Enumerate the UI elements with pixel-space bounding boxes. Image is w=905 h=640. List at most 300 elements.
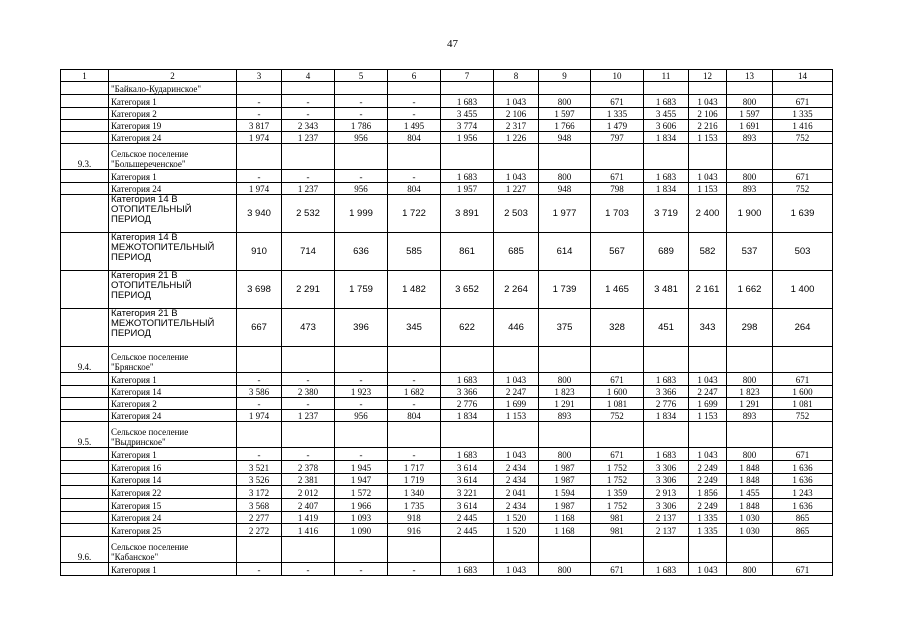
table-cell	[689, 347, 727, 373]
row-label-line: "Кабанское"	[111, 552, 159, 562]
table-cell: 1 495	[388, 120, 441, 132]
table-cell: 956	[335, 132, 388, 144]
table-cell: 685	[494, 233, 539, 271]
table-cell: 3 366	[441, 386, 494, 398]
table-cell: 2 247	[689, 386, 727, 398]
section-number	[61, 474, 109, 486]
row-label-line: Категория 1	[111, 450, 157, 460]
section-number: 9.6.	[61, 537, 109, 563]
row-label-line: Сельское поселение	[111, 352, 189, 362]
row-label-line: Категория 1	[111, 565, 157, 575]
table-cell: 798	[591, 183, 644, 195]
table-cell: 1 683	[644, 563, 689, 576]
table-cell: -	[388, 373, 441, 386]
table-cell: -	[282, 95, 335, 108]
table-row	[61, 170, 833, 183]
section-number	[61, 95, 109, 108]
table-cell: 1 081	[773, 398, 833, 410]
row-label-line: Категория 22	[111, 488, 162, 498]
table-cell: 1 699	[689, 398, 727, 410]
table-row	[61, 95, 833, 108]
table-cell: 689	[644, 233, 689, 271]
table-cell: 2 012	[282, 486, 335, 499]
table-cell: 1 243	[773, 486, 833, 499]
table-cell: 800	[727, 448, 773, 461]
row-label	[109, 448, 237, 461]
table-cell: 451	[644, 309, 689, 347]
table-cell: 1 479	[591, 120, 644, 132]
table-cell: 1 043	[494, 563, 539, 576]
table-cell	[441, 422, 494, 448]
table-cell: 752	[591, 410, 644, 422]
table-cell: -	[237, 398, 282, 410]
section-number	[61, 132, 109, 144]
table-cell	[591, 144, 644, 170]
section-number	[61, 309, 109, 347]
column-header: 2	[109, 70, 237, 82]
table-cell: 2 161	[689, 271, 727, 309]
row-label	[109, 486, 237, 499]
table-cell: 893	[539, 410, 591, 422]
table-cell	[591, 537, 644, 563]
row-label	[109, 95, 237, 108]
table-cell	[773, 537, 833, 563]
row-label	[109, 170, 237, 183]
table-cell: 446	[494, 309, 539, 347]
table-cell: 3 940	[237, 195, 282, 233]
table-row	[61, 82, 833, 95]
section-number	[61, 512, 109, 524]
table-cell	[494, 422, 539, 448]
table-cell: 804	[388, 183, 441, 195]
table-cell: 800	[539, 448, 591, 461]
column-header: 9	[539, 70, 591, 82]
table-cell: 800	[727, 95, 773, 108]
table-cell: 1 987	[539, 499, 591, 512]
column-header: 7	[441, 70, 494, 82]
table-cell: -	[335, 95, 388, 108]
table-cell: 1 153	[494, 410, 539, 422]
table-cell: 981	[591, 524, 644, 537]
section-number	[61, 120, 109, 132]
row-label-line: ОТОПИТЕЛЬНЫЙ	[111, 280, 192, 291]
row-label	[109, 347, 237, 373]
table-cell	[441, 347, 494, 373]
table-cell: 3 306	[644, 474, 689, 486]
table-cell: 3 366	[644, 386, 689, 398]
table-cell: -	[237, 170, 282, 183]
table-cell: 328	[591, 309, 644, 347]
table-cell: 1 237	[282, 183, 335, 195]
table-cell: 2 106	[494, 108, 539, 120]
section-number	[61, 524, 109, 537]
table-cell: -	[282, 398, 335, 410]
table-cell	[644, 422, 689, 448]
table-cell: 3 455	[441, 108, 494, 120]
row-label	[109, 108, 237, 120]
table-cell: 1 683	[644, 170, 689, 183]
table-cell	[539, 144, 591, 170]
table-cell: 1 572	[335, 486, 388, 499]
tariff-table	[60, 69, 833, 576]
table-cell: 375	[539, 309, 591, 347]
table-cell: 1 752	[591, 461, 644, 474]
row-label-line: Категория 1	[111, 172, 157, 182]
row-label-line: ПЕРИОД	[111, 290, 151, 301]
table-row	[61, 461, 833, 474]
table-cell: 1 856	[689, 486, 727, 499]
column-header: 12	[689, 70, 727, 82]
table-cell: 2 041	[494, 486, 539, 499]
table-cell: 2 434	[494, 499, 539, 512]
row-label	[109, 398, 237, 410]
table-cell: 1 043	[689, 563, 727, 576]
table-row	[61, 233, 833, 271]
row-label-line: Категория 19	[111, 121, 162, 131]
table-cell: 3 306	[644, 499, 689, 512]
table-cell: 752	[773, 183, 833, 195]
row-label	[109, 524, 237, 537]
table-cell: 671	[591, 448, 644, 461]
section-number	[61, 563, 109, 576]
table-cell: 3 891	[441, 195, 494, 233]
table-cell: 2 249	[689, 499, 727, 512]
table-row	[61, 512, 833, 524]
table-cell	[644, 537, 689, 563]
table-cell: 2 407	[282, 499, 335, 512]
table-cell: -	[335, 108, 388, 120]
table-cell: -	[388, 448, 441, 461]
table-cell: 3 652	[441, 271, 494, 309]
table-cell	[689, 82, 727, 95]
row-label	[109, 512, 237, 524]
table-cell: 3 306	[644, 461, 689, 474]
table-cell	[773, 422, 833, 448]
table-cell: 1 956	[441, 132, 494, 144]
table-cell: 1 848	[727, 461, 773, 474]
table-cell: 1 823	[727, 386, 773, 398]
table-cell: 2 776	[441, 398, 494, 410]
table-cell: -	[335, 373, 388, 386]
table-cell: 1 168	[539, 524, 591, 537]
row-label	[109, 144, 237, 170]
table-cell: 1 636	[773, 474, 833, 486]
table-cell: 1 900	[727, 195, 773, 233]
table-cell: 396	[335, 309, 388, 347]
table-cell: 1 683	[441, 95, 494, 108]
table-cell: 671	[773, 170, 833, 183]
table-cell: 1 335	[591, 108, 644, 120]
table-cell	[335, 422, 388, 448]
table-cell: 2 249	[689, 461, 727, 474]
table-cell: 2 380	[282, 386, 335, 398]
table-row	[61, 271, 833, 309]
table-cell: 1 416	[773, 120, 833, 132]
table-row	[61, 410, 833, 422]
row-label-line: Категория 14	[111, 387, 162, 397]
table-row	[61, 386, 833, 398]
table-cell	[282, 144, 335, 170]
table-cell: 3 568	[237, 499, 282, 512]
table-cell: 3 774	[441, 120, 494, 132]
table-cell: 1 947	[335, 474, 388, 486]
table-cell: 1 520	[494, 524, 539, 537]
table-cell: 585	[388, 233, 441, 271]
table-row	[61, 398, 833, 410]
row-label-line: Категория 24	[111, 411, 162, 421]
row-label	[109, 309, 237, 347]
row-label	[109, 537, 237, 563]
table-cell: 671	[591, 170, 644, 183]
table-cell	[441, 144, 494, 170]
row-label-line: "Брянское"	[111, 362, 154, 372]
row-label	[109, 410, 237, 422]
table-cell: 1 030	[727, 524, 773, 537]
table-cell: 3 606	[644, 120, 689, 132]
row-label-line: Категория 21 В	[111, 270, 178, 281]
table-cell: 3 221	[441, 486, 494, 499]
table-cell: 1 719	[388, 474, 441, 486]
table-cell	[441, 537, 494, 563]
section-number: 9.3.	[61, 144, 109, 170]
table-cell: 893	[727, 132, 773, 144]
table-cell: 1 291	[727, 398, 773, 410]
table-cell: 1 237	[282, 132, 335, 144]
column-header: 11	[644, 70, 689, 82]
row-label-line: Категория 2	[111, 109, 157, 119]
table-row	[61, 195, 833, 233]
table-cell: -	[335, 563, 388, 576]
table-cell: 1 226	[494, 132, 539, 144]
table-cell: 1 455	[727, 486, 773, 499]
table-cell: 671	[591, 373, 644, 386]
table-cell: -	[335, 398, 388, 410]
table-cell: 956	[335, 183, 388, 195]
table-cell	[237, 144, 282, 170]
table-cell: 503	[773, 233, 833, 271]
table-cell: 3 698	[237, 271, 282, 309]
table-cell: 3 719	[644, 195, 689, 233]
table-cell: 918	[388, 512, 441, 524]
table-cell: -	[282, 373, 335, 386]
table-cell: 1 683	[441, 373, 494, 386]
table-cell: 671	[773, 563, 833, 576]
table-row	[61, 347, 833, 373]
table-cell: 1 834	[644, 183, 689, 195]
table-cell: 671	[773, 373, 833, 386]
table-cell: 797	[591, 132, 644, 144]
table-cell: 1 691	[727, 120, 773, 132]
table-cell	[773, 347, 833, 373]
section-number	[61, 108, 109, 120]
table-cell: 1 766	[539, 120, 591, 132]
table-cell: 1 520	[494, 512, 539, 524]
table-cell: -	[388, 398, 441, 410]
table-cell: 1 043	[494, 373, 539, 386]
table-cell: -	[282, 108, 335, 120]
table-cell: 981	[591, 512, 644, 524]
table-cell: 752	[773, 132, 833, 144]
table-cell: 1 683	[644, 448, 689, 461]
row-label-line: Категория 24	[111, 133, 162, 143]
table-cell: 1 359	[591, 486, 644, 499]
table-cell: 1 683	[441, 170, 494, 183]
section-number	[61, 373, 109, 386]
table-cell: 1 043	[494, 448, 539, 461]
table-cell: 2 317	[494, 120, 539, 132]
row-label-line: "Байкало-Кударинское"	[111, 84, 202, 94]
table-cell: 1 683	[644, 373, 689, 386]
table-cell: -	[388, 108, 441, 120]
table-cell: 582	[689, 233, 727, 271]
table-cell	[282, 82, 335, 95]
table-cell	[388, 144, 441, 170]
table-cell: -	[388, 563, 441, 576]
table-cell: 3 614	[441, 499, 494, 512]
table-cell: -	[282, 448, 335, 461]
table-cell: 948	[539, 132, 591, 144]
table-cell: 800	[539, 170, 591, 183]
table-cell: 1 043	[689, 373, 727, 386]
section-number	[61, 170, 109, 183]
table-cell: 1 043	[689, 170, 727, 183]
row-label	[109, 386, 237, 398]
table-cell	[494, 537, 539, 563]
table-cell: 1 600	[773, 386, 833, 398]
table-cell: 1 735	[388, 499, 441, 512]
table-cell: 1 752	[591, 499, 644, 512]
table-cell: 1 237	[282, 410, 335, 422]
column-header: 6	[388, 70, 441, 82]
row-label-line: Категория 1	[111, 97, 157, 107]
table-cell: 1 419	[282, 512, 335, 524]
table-cell: -	[388, 95, 441, 108]
table-cell: 2 216	[689, 120, 727, 132]
table-cell: 2 913	[644, 486, 689, 499]
table-cell	[282, 347, 335, 373]
table-cell: 1 335	[773, 108, 833, 120]
table-cell	[237, 537, 282, 563]
column-header: 3	[237, 70, 282, 82]
table-cell: 2 445	[441, 512, 494, 524]
table-cell	[441, 82, 494, 95]
row-label	[109, 563, 237, 576]
table-row	[61, 422, 833, 448]
table-cell: 537	[727, 233, 773, 271]
table-cell: 1 153	[689, 132, 727, 144]
table-cell: 714	[282, 233, 335, 271]
table-cell: 916	[388, 524, 441, 537]
table-cell: 1 340	[388, 486, 441, 499]
table-row	[61, 486, 833, 499]
table-cell: 1 834	[441, 410, 494, 422]
table-cell	[591, 347, 644, 373]
table-row	[61, 524, 833, 537]
table-cell: 2 434	[494, 461, 539, 474]
row-label	[109, 474, 237, 486]
table-cell: 800	[727, 373, 773, 386]
row-label	[109, 499, 237, 512]
table-row	[61, 183, 833, 195]
table-row	[61, 448, 833, 461]
table-cell	[388, 422, 441, 448]
table-cell: 893	[727, 410, 773, 422]
table-cell	[727, 144, 773, 170]
table-cell: 3 455	[644, 108, 689, 120]
table-cell: 2 400	[689, 195, 727, 233]
row-label-line: МЕЖОТОПИТЕЛЬНЫЙ	[111, 242, 215, 253]
table-cell: 1 682	[388, 386, 441, 398]
row-label-line: Категория 2	[111, 399, 157, 409]
table-cell: 671	[773, 448, 833, 461]
row-label-line: "Выдринское"	[111, 437, 166, 447]
table-cell: 865	[773, 524, 833, 537]
table-cell	[335, 144, 388, 170]
table-cell: 1 752	[591, 474, 644, 486]
table-cell: 2 137	[644, 524, 689, 537]
table-cell: 1 923	[335, 386, 388, 398]
table-cell: 2 264	[494, 271, 539, 309]
table-cell: 1 597	[727, 108, 773, 120]
table-cell: 2 106	[689, 108, 727, 120]
table-cell: -	[237, 563, 282, 576]
section-number: 9.5.	[61, 422, 109, 448]
table-cell: 1 974	[237, 183, 282, 195]
row-label-line: Категория 25	[111, 526, 162, 536]
table-cell: 2 445	[441, 524, 494, 537]
table-row	[61, 499, 833, 512]
table-cell: 345	[388, 309, 441, 347]
row-label-line: "Большереченское"	[111, 159, 186, 169]
column-header: 8	[494, 70, 539, 82]
table-cell	[335, 82, 388, 95]
table-cell	[237, 422, 282, 448]
table-cell: 1 335	[689, 524, 727, 537]
table-cell: 1 848	[727, 499, 773, 512]
table-cell: 2 291	[282, 271, 335, 309]
table-cell	[539, 82, 591, 95]
table-cell: 1 093	[335, 512, 388, 524]
table-cell	[237, 347, 282, 373]
table-cell: 1 683	[644, 95, 689, 108]
table-cell: 3 817	[237, 120, 282, 132]
table-cell	[237, 82, 282, 95]
section-number	[61, 499, 109, 512]
table-cell: 1 974	[237, 132, 282, 144]
table-cell: 3 586	[237, 386, 282, 398]
table-cell	[539, 347, 591, 373]
column-header: 1	[61, 70, 109, 82]
table-cell: -	[237, 108, 282, 120]
table-cell: 956	[335, 410, 388, 422]
table-cell: 1 786	[335, 120, 388, 132]
table-cell: 800	[539, 563, 591, 576]
column-header: 13	[727, 70, 773, 82]
row-label-line: Сельское поселение	[111, 542, 189, 552]
section-number: 9.4.	[61, 347, 109, 373]
table-row	[61, 474, 833, 486]
table-cell: 622	[441, 309, 494, 347]
row-label-line: ПЕРИОД	[111, 214, 151, 225]
table-cell: 1 153	[689, 410, 727, 422]
table-row	[61, 537, 833, 563]
table-cell: 343	[689, 309, 727, 347]
table-cell: 2 137	[644, 512, 689, 524]
section-number	[61, 461, 109, 474]
table-cell: -	[282, 563, 335, 576]
table-cell	[335, 537, 388, 563]
table-cell: 948	[539, 183, 591, 195]
